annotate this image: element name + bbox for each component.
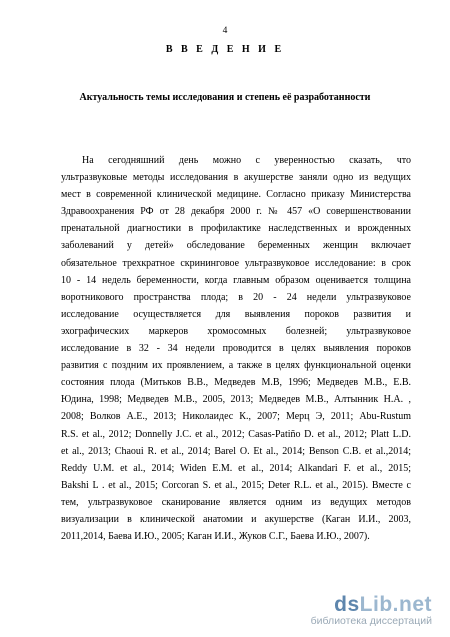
text-line: эхографических маркеров хромосомных болезней; ультразвуковое: [61, 325, 411, 337]
text-line: заболеваний у детей» обследование беременных женщин включает: [61, 240, 411, 252]
page-number: 4: [222, 26, 228, 36]
text-line: визуализации в клинической анатомии и акушерстве (Каган И.И., 2003,: [61, 513, 411, 525]
text-line: развития с поздним их проявлением, а также в целях функциональной оценки: [61, 360, 411, 372]
text-line: мест в современной клинической медицине. Согласно приказу Министерства: [61, 189, 411, 201]
text-line: исследование осуществляется для выявления пороков развития и: [61, 308, 411, 320]
watermark-logo: [311, 593, 432, 617]
watermark-logo-rest: Lib.net: [359, 593, 432, 616]
text-line: R.S. et al., 2012; Donnelly J.C. et al., 2012; Casas-Patiño D. et al., 2012; Platt L.D.: [61, 428, 411, 440]
body-paragraph: [61, 152, 411, 545]
dslib-watermark: [311, 593, 432, 627]
text-line: 10 - 14 недель беременности, когда главным образом оценивается толщина: [61, 274, 411, 286]
text-line: et al., 2013; Chaoui R. et al., 2014; Barel O. Et al., 2014; Benson C.B. et al.,2014;: [61, 445, 411, 457]
watermark-logo-prefix: ds: [334, 593, 360, 616]
section-title: Актуальность темы исследования и степень её разработанности: [79, 92, 371, 103]
text-line: обязательное трехкратное скрининговое ультразвуковое исследование: в срок: [61, 257, 411, 269]
watermark-subtitle: библиотека диссертаций: [310, 615, 432, 627]
text-line: Bakshi L . et al., 2015; Corcoran S. et al., 2015; Deter R.L. et al., 2015). Вместе с: [61, 479, 411, 491]
text-line: На сегодняшний день можно с уверенностью сказать, что: [82, 155, 411, 166]
text-line: Здравоохранения РФ от 28 декабря 2000 г. № 457 «О совершенствовании: [61, 206, 411, 218]
text-line: пренатальной диагностики в профилактике наследственных и врожденных: [61, 223, 411, 235]
text-line: 2011,2014, Баева И.Ю., 2005; Каган И.И., Жуков С.Г., Баева И.Ю., 2007).: [61, 531, 370, 543]
text-line: Reddy U.M. et al., 2014; Widen E.M. et al., 2014; Alkandari F. et al., 2015;: [61, 462, 411, 474]
text-line: 2008; Волков А.Е., 2013; Николаидес К., 2007; Мерц Э, 2011; Abu-Rustum: [61, 411, 411, 423]
text-line: воротникового пространства плода; в 20 - 24 недели ультразвуковое: [61, 291, 411, 303]
text-line: исследование в 32 - 34 недели проводится в целях выявления пороков: [61, 343, 411, 355]
text-line: ультразвуковые методы исследования в акушерстве заняли одно из ведущих: [61, 172, 411, 184]
text-line: Юдина, 1998; Медведев М.В., 2005, 2013; Медведев М.В., Алтынник Н.А. ,: [61, 394, 411, 406]
text-line: тем, ультразвуковое сканирование является одним из ведущих методов: [61, 496, 411, 508]
chapter-title: В В Е Д Е Н И Е: [165, 44, 285, 55]
text-line: состояния плода (Митьков В.В., Медведев М.В, 1996; Медведев М.В., Е.В.: [61, 377, 411, 389]
